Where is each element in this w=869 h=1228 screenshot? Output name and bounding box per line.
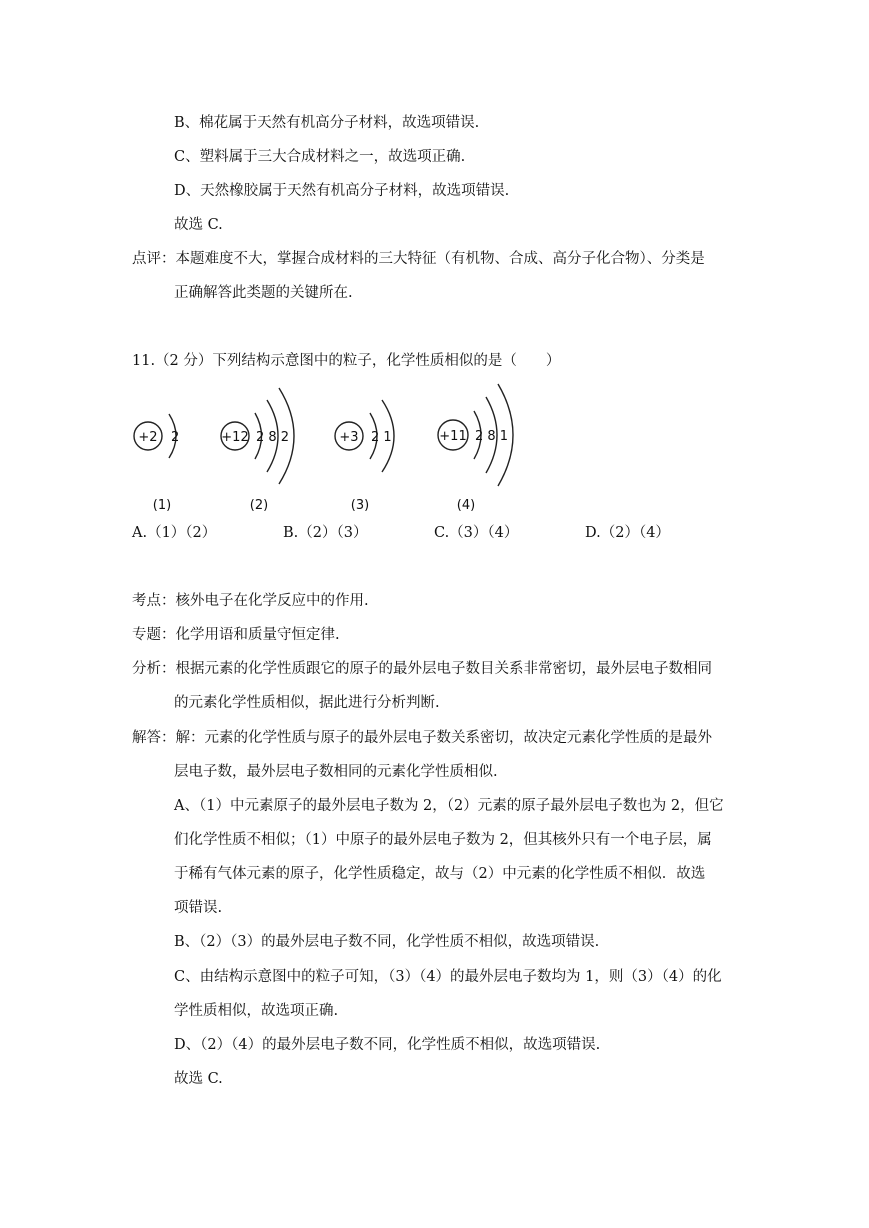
atom-3-label: (3) [350,498,370,513]
atom-2-electrons: 2 8 2 [256,430,290,445]
jieda-line-2: 层电子数，最外层电子数相同的元素化学性质相似. [174,764,498,780]
answer-d-line: D、（2）（4）的最外层电子数不同，化学性质不相似，故选项错误. [174,1037,601,1053]
atom-2-nucleus: +12 [221,430,249,445]
prev-choice: 故选 C. [174,217,223,233]
kaodian-line: 考点：核外电子在化学反应中的作用. [132,593,369,609]
answer-a-line-1: A、（1）中元素原子的最外层电子数为 2，（2）元素的原子最外层电子数也为 2，但它 [174,798,724,814]
answer-a-line-2: 们化学性质不相似；（1）中原子的最外层电子数为 2，但其核外只有一个电子层，属 [174,832,712,848]
atom-structure-diagrams [128,380,588,520]
fenxi-line-1: 分析：根据元素的化学性质跟它的原子的最外层电子数目关系非常密切，最外层电子数相同 [132,661,712,677]
answer-a-line-4: 项错误. [174,900,223,916]
fenxi-line-2: 的元素化学性质相似，据此进行分析判断. [174,695,440,711]
atom-1-nucleus: +2 [138,430,158,445]
option-c: C.（3）（4） [434,525,519,541]
answer-b-line: B、（2）（3）的最外层电子数不同，化学性质不相似，故选项错误. [174,934,600,950]
prev-option-d-explanation: D、天然橡胶属于天然有机高分子材料，故选项错误. [174,183,510,199]
atom-4-electrons: 2 8 1 [475,429,509,444]
atom-3-electrons: 2 1 [371,430,392,445]
final-choice: 故选 C. [174,1071,223,1087]
option-d: D.（2）（4） [585,525,670,541]
atom-1-label: (1) [152,498,172,513]
prev-comment-line-1: 点评：本题难度不大，掌握合成材料的三大特征（有机物、合成、高分子化合物）、分类是 [132,251,705,267]
jieda-line-1: 解答：解：元素的化学性质与原子的最外层电子数关系密切，故决定元素化学性质的是最外 [132,730,712,746]
prev-option-b-explanation: B、棉花属于天然有机高分子材料，故选项错误. [174,115,480,131]
option-a: A.（1）（2） [132,525,217,541]
zhuanti-line: 专题：化学用语和质量守恒定律. [132,627,340,643]
question-stem: 11.（2 分）下列结构示意图中的粒子，化学性质相似的是（ ） [132,353,561,369]
atom-4-nucleus: +11 [439,429,467,444]
option-b: B.（2）（3） [283,525,368,541]
answer-c-line-2: 学性质相似，故选项正确. [174,1003,339,1019]
atom-4-label: (4) [456,498,476,513]
prev-option-c-explanation: C、塑料属于三大合成材料之一，故选项正确. [174,149,466,165]
atom-2-label: (2) [249,498,269,513]
atom-1-electrons: 2 [171,430,180,445]
answer-a-line-3: 于稀有气体元素的原子，化学性质稳定，故与（2）中元素的化学性质不相似．故选 [174,866,706,882]
prev-comment-line-2: 正确解答此类题的关键所在. [174,285,353,301]
answer-c-line-1: C、由结构示意图中的粒子可知，（3）（4）的最外层电子数均为 1，则（3）（4）的化 [174,969,722,985]
atom-3-nucleus: +3 [339,430,359,445]
